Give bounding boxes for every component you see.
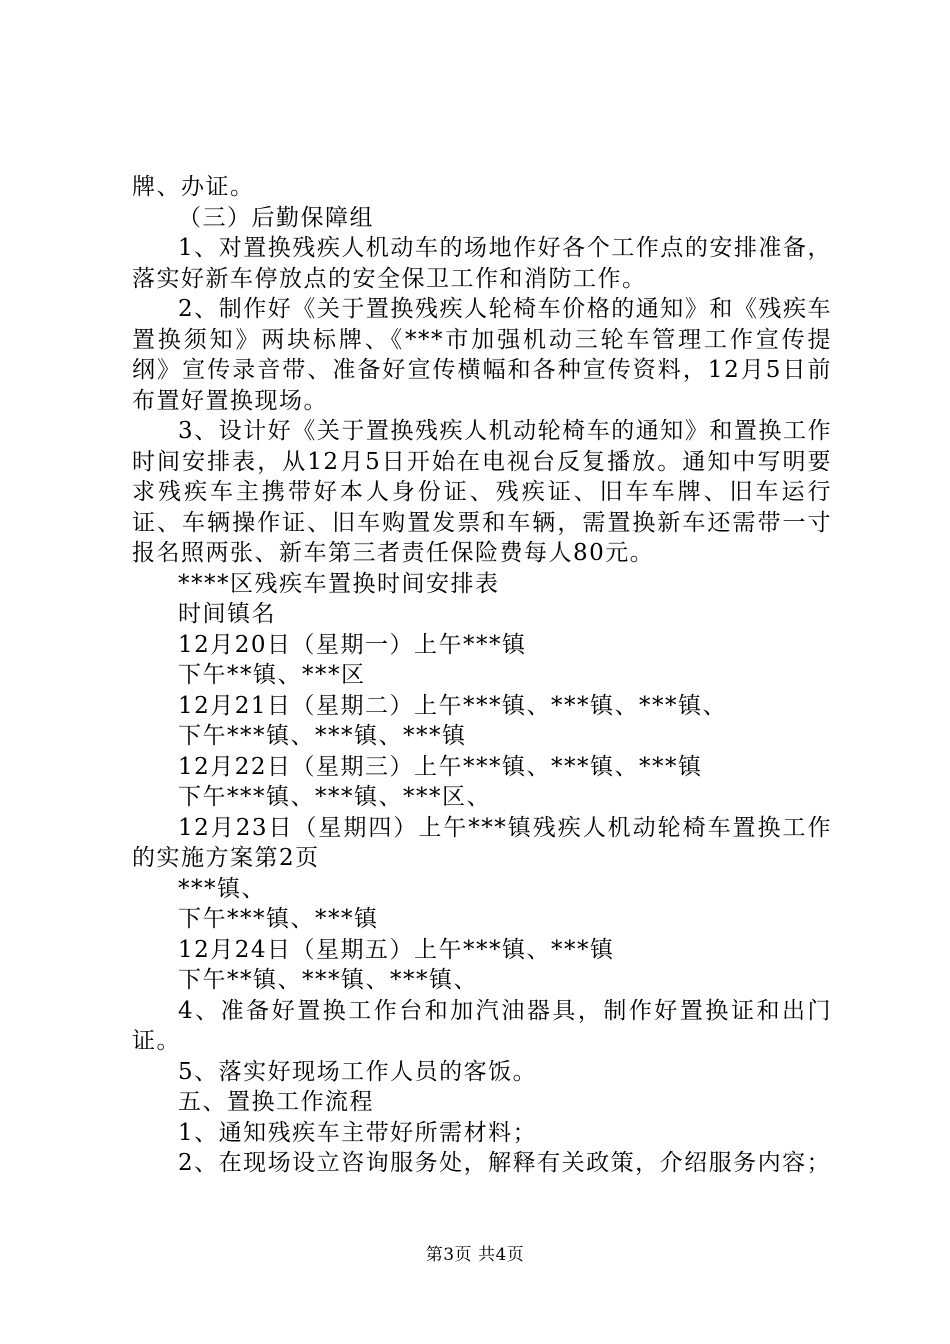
schedule-header: 时间镇名: [178, 601, 276, 627]
schedule-line: 下午**镇、***镇、***镇、: [178, 967, 478, 993]
schedule-line: 12月21日（星期二）上午***镇、***镇、***镇、: [178, 692, 728, 719]
page-footer: 第3页 共4页: [425, 1245, 525, 1265]
paragraph: 2、制作好《关于置换残疾人轮椅车价格的通知》和《残疾车置换须知》两块标牌、《***市加强机动三轮车管理工作宣传提纲》宣传录音带、准备好宣传横幅和各种宣传资料，12月5日前布置好置换现场。: [132, 296, 832, 414]
paragraph: 5、落实好现场工作人员的客饭。: [178, 1058, 538, 1085]
schedule-title: ****区残疾车置换时间安排表: [178, 570, 500, 597]
schedule-line: 下午**镇、***区: [178, 662, 366, 688]
schedule-line: 12月24日（星期五）上午***镇、***镇: [178, 936, 615, 963]
schedule-line: 12月22日（星期三）上午***镇、***镇、***镇: [178, 753, 703, 780]
paragraph: 1、通知残疾车主带好所需材料；: [178, 1119, 538, 1146]
document-body: [132, 172, 832, 1179]
schedule-line: ***镇、: [178, 875, 266, 902]
schedule-line: 下午***镇、***镇、***区、: [178, 784, 491, 810]
section-heading: 五、置换工作流程: [178, 1089, 374, 1115]
schedule-line: 下午***镇、***镇: [178, 906, 379, 932]
paragraph: 3、设计好《关于置换残疾人机动轮椅车的通知》和置换工作时间安排表，从12月5日开始在电视台反复播放。通知中写明要求残疾车主携带好本人身份证、残疾证、旧车车牌、旧车运行证、车辆操作证、旧车购置发票和车辆，需置换新车还需带一寸报名照两张、新车第三者责任保险费每人80元。: [132, 418, 832, 566]
paragraph: 2、在现场设立咨询服务处，解释有关政策，介绍服务内容；: [178, 1150, 832, 1176]
paragraph: 牌、办证。: [132, 174, 255, 200]
schedule-line: 12月20日（星期一）上午***镇: [178, 631, 527, 658]
paragraph: 4、准备好置换工作台和加汽油器具，制作好置换证和出门证。: [132, 997, 832, 1054]
schedule-line: 12月23日（星期四）上午***镇残疾人机动轮椅车置换工作的实施方案第2页: [132, 814, 832, 871]
section-heading: （三）后勤保障组: [178, 204, 374, 231]
schedule-line: 下午***镇、***镇、***镇: [178, 723, 467, 749]
paragraph: 1、对置换残疾人机动车的场地作好各个工作点的安排准备，落实好新车停放点的安全保卫工作和消防工作。: [132, 235, 832, 292]
